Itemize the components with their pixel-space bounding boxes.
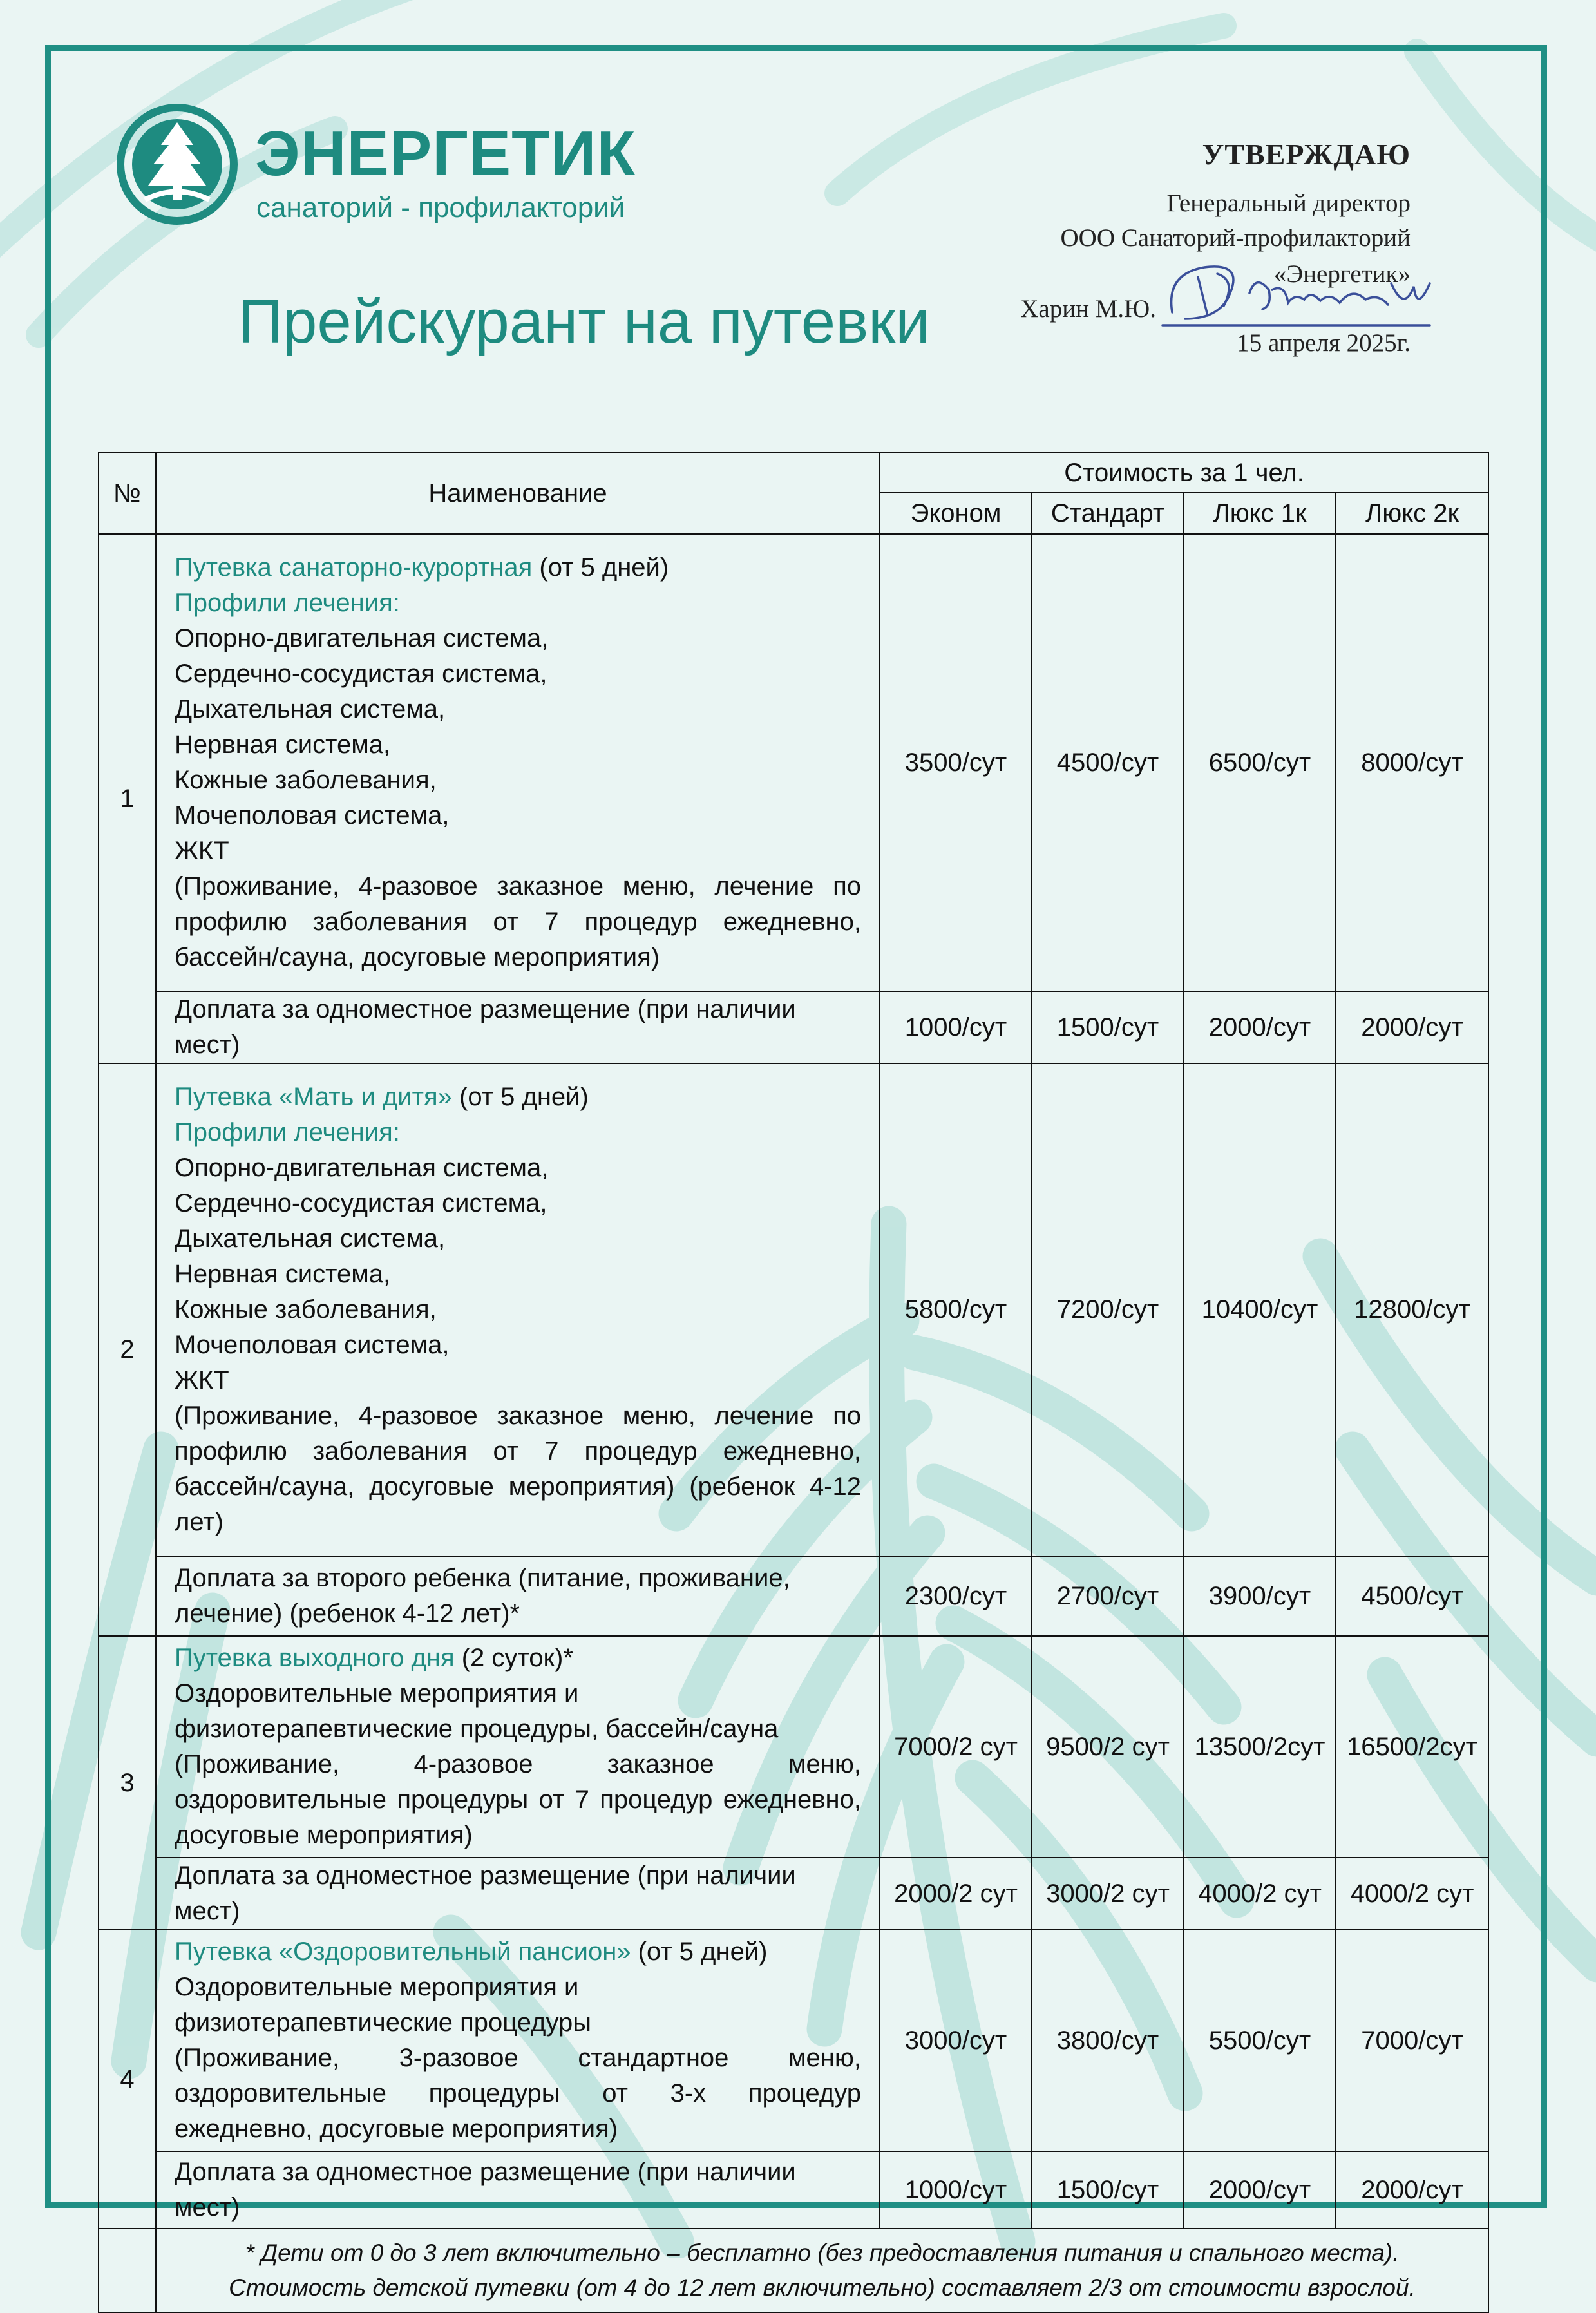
row-title-suffix: (2 суток)*	[454, 1644, 573, 1672]
price-cell: 10400/сут	[1184, 1063, 1336, 1556]
table-row	[99, 1636, 1488, 1858]
price-cell: 12800/сут	[1336, 1063, 1488, 1556]
table-row	[99, 1930, 1488, 2151]
price-cell: 8000/сут	[1336, 534, 1488, 991]
table-row	[99, 2151, 1488, 2229]
price-cell: 3000/сут	[880, 1930, 1032, 2151]
price-cell: 9500/2 сут	[1032, 1636, 1184, 1858]
price-cell: 1000/сут	[880, 991, 1032, 1063]
table-row	[99, 1063, 1488, 1556]
row-title: Путевка санаторно-курортная	[175, 553, 533, 582]
footnote-line: Стоимость детской путевки (от 4 до 12 лет включительно) составляет 2/3 от стоимости взрослой.	[229, 2274, 1416, 2301]
profile-item: Дыхательная система,	[175, 695, 446, 723]
extra-title: Доплата за одноместное размещение	[175, 1861, 631, 1890]
header-category: Люкс 2к	[1336, 493, 1488, 534]
price-cell: 1500/сут	[1032, 2151, 1184, 2229]
row-number: 4	[99, 1930, 156, 2229]
price-cell: 2000/сут	[1184, 2151, 1336, 2229]
approval-org-line2: «Энергетик»	[1273, 260, 1411, 288]
signature	[1159, 254, 1436, 338]
price-cell: 3500/сут	[880, 534, 1032, 991]
row-number: 3	[99, 1636, 156, 1930]
price-cell: 2000/2 сут	[880, 1858, 1032, 1930]
row-title: Путевка выходного дня	[175, 1644, 455, 1672]
profile-item: Опорно-двигательная система,	[175, 1154, 549, 1182]
price-cell: 5500/сут	[1184, 1930, 1336, 2151]
approval-name: Харин М.Ю.	[1020, 295, 1156, 323]
row-body: Оздоровительные мероприятия и физиотерапевтические процедуры	[175, 1973, 592, 2037]
footnote-row	[99, 2229, 1488, 2312]
profile-item: Мочеполовая система,	[175, 1331, 450, 1359]
price-cell: 6500/сут	[1184, 534, 1336, 991]
price-cell: 3800/сут	[1032, 1930, 1184, 2151]
profile-item: Кожные заболевания,	[175, 766, 437, 794]
price-cell: 4500/сут	[1336, 1556, 1488, 1636]
price-cell: 3900/сут	[1184, 1556, 1336, 1636]
row-description	[156, 1930, 880, 2151]
header-category: Люкс 1к	[1184, 493, 1336, 534]
profile-item: Кожные заболевания,	[175, 1295, 437, 1324]
header-cost: Стоимость за 1 чел.	[880, 453, 1488, 493]
row-title: Путевка «Оздоровительный пансион»	[175, 1937, 631, 1966]
profile-item: Сердечно-сосудистая система,	[175, 660, 547, 688]
logo-subtitle: санаторий - профилакторий	[256, 192, 625, 224]
profiles-label: Профили лечения:	[175, 589, 400, 617]
extra-suffix: (питание, проживание, лечение) (ребенок 4-12 лет)*	[175, 1564, 790, 1628]
extra-suffix: (при наличии мест)	[175, 2158, 796, 2222]
approval-date: 15 апреля 2025г.	[1237, 329, 1411, 357]
table-row	[99, 1556, 1488, 1636]
price-cell: 5800/сут	[880, 1063, 1032, 1556]
footnote-line: * Дети от 0 до 3 лет включительно – бесплатно (без предоставления питания и спального места).	[245, 2240, 1400, 2266]
extra-description	[156, 1556, 880, 1636]
price-cell: 4500/сут	[1032, 534, 1184, 991]
pine-tree-logo-icon	[116, 103, 238, 225]
price-cell: 16500/2сут	[1336, 1636, 1488, 1858]
price-cell: 7000/2 сут	[880, 1636, 1032, 1858]
footnote-empty-cell	[99, 2229, 156, 2312]
table-row	[99, 991, 1488, 1063]
extra-description	[156, 991, 880, 1063]
price-cell: 1000/сут	[880, 2151, 1032, 2229]
profile-item: ЖКТ	[175, 1366, 229, 1394]
row-number: 2	[99, 1063, 156, 1636]
row-number: 1	[99, 534, 156, 1063]
row-title-suffix: (от 5 дней)	[631, 1937, 768, 1966]
profile-item: Мочеполовая система,	[175, 801, 450, 830]
price-cell: 7200/сут	[1032, 1063, 1184, 1556]
logo-title: ЭНЕРГЕТИК	[255, 118, 636, 189]
profile-item: ЖКТ	[175, 837, 229, 865]
profiles-label: Профили лечения:	[175, 1118, 400, 1147]
price-cell: 7000/сут	[1336, 1930, 1488, 2151]
price-cell: 3000/2 сут	[1032, 1858, 1184, 1930]
row-details: (Проживание, 4-разовое заказное меню, лечение по профилю заболевания от 7 процедур ежедневно, бассейн/сауна, досуговые мероприятия)	[175, 872, 861, 971]
extra-description	[156, 1858, 880, 1930]
extra-description	[156, 2151, 880, 2229]
price-cell: 2000/сут	[1184, 991, 1336, 1063]
row-details: (Проживание, 4-разовое заказное меню, оздоровительные процедуры от 7 процедур ежедневно, досуговые мероприятия)	[175, 1750, 861, 1849]
price-cell: 2700/сут	[1032, 1556, 1184, 1636]
row-description	[156, 1636, 880, 1858]
price-cell: 2000/сут	[1336, 991, 1488, 1063]
extra-title: Доплата за одноместное размещение	[175, 2158, 631, 2186]
approval-org-line1: ООО Санаторий-профилакторий	[1060, 224, 1411, 252]
row-details: (Проживание, 3-разовое стандартное меню, оздоровительные процедуры от 3-х процедур ежедневно, досуговые мероприятия)	[175, 2044, 861, 2143]
row-title-suffix: (от 5 дней)	[532, 553, 669, 582]
profile-item: Дыхательная система,	[175, 1224, 446, 1253]
price-cell: 13500/2сут	[1184, 1636, 1336, 1858]
price-cell: 1500/сут	[1032, 991, 1184, 1063]
footnote	[156, 2229, 1488, 2312]
approval-heading: УТВЕРЖДАЮ	[1202, 138, 1411, 171]
table-row	[99, 1858, 1488, 1930]
header-name: Наименование	[156, 453, 880, 534]
header-number: №	[99, 453, 156, 534]
row-title: Путевка «Мать и дитя»	[175, 1083, 452, 1111]
row-body: Оздоровительные мероприятия и физиотерапевтические процедуры, бассейн/сауна	[175, 1679, 779, 1743]
profile-item: Сердечно-сосудистая система,	[175, 1189, 547, 1217]
approval-position: Генеральный директор	[1166, 189, 1411, 217]
row-description	[156, 1063, 880, 1556]
price-table	[98, 452, 1489, 2313]
price-cell: 4000/2 сут	[1336, 1858, 1488, 1930]
row-description	[156, 534, 880, 991]
header-category: Эконом	[880, 493, 1032, 534]
price-cell: 2000/сут	[1336, 2151, 1488, 2229]
page-title: Прейскурант на путевки	[238, 287, 930, 356]
extra-suffix: (при наличии мест)	[175, 995, 796, 1059]
row-title-suffix: (от 5 дней)	[451, 1083, 589, 1111]
profile-item: Нервная система,	[175, 730, 391, 759]
extra-title: Доплата за второго ребенка	[175, 1564, 511, 1592]
price-cell: 2300/сут	[880, 1556, 1032, 1636]
table-row	[99, 534, 1488, 991]
row-details: (Проживание, 4-разовое заказное меню, лечение по профилю заболевания от 7 процедур ежедневно, бассейн/сауна, досуговые мероприятия) (ребенок 4-12 лет)	[175, 1402, 861, 1536]
header-category: Стандарт	[1032, 493, 1184, 534]
extra-title: Доплата за одноместное размещение	[175, 995, 631, 1023]
profile-item: Нервная система,	[175, 1260, 391, 1288]
extra-suffix: (при наличии мест)	[175, 1861, 796, 1925]
logo	[116, 103, 670, 232]
profile-item: Опорно-двигательная система,	[175, 624, 549, 652]
price-cell: 4000/2 сут	[1184, 1858, 1336, 1930]
